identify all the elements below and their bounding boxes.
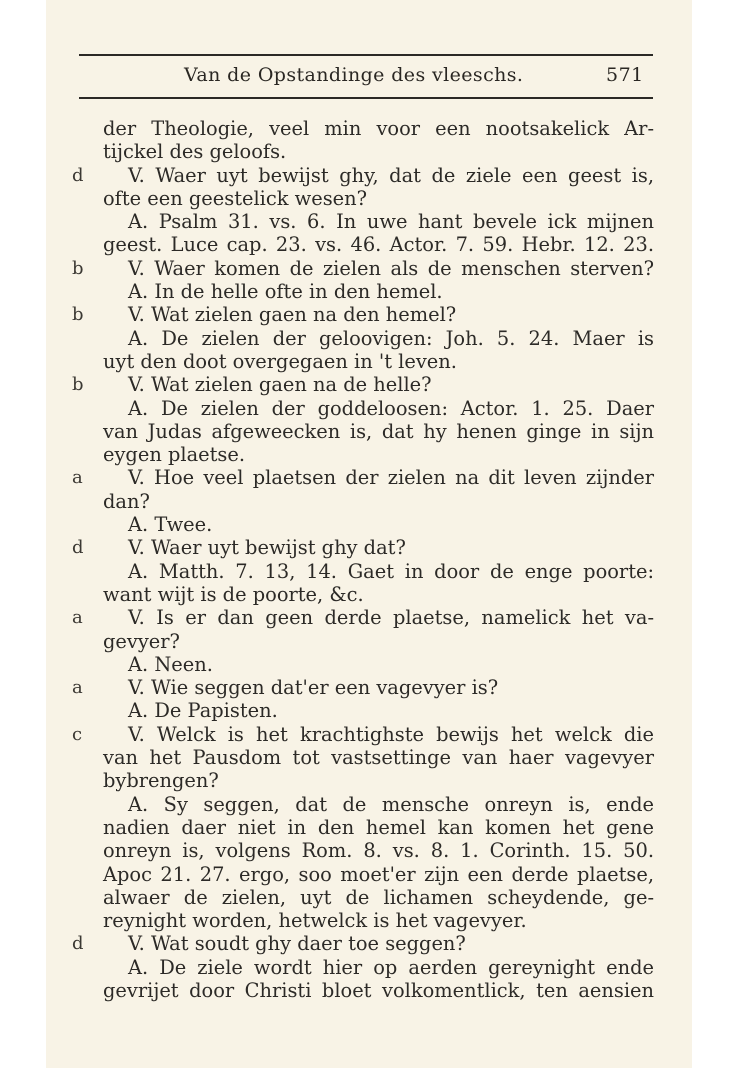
text-line	[46, 606, 692, 629]
text-line	[46, 932, 692, 955]
line-text: der Theologie, veel min voor een nootsakelick Ar-	[103, 117, 654, 140]
text-line	[46, 863, 692, 886]
text-line	[46, 397, 692, 420]
text-line	[46, 630, 692, 653]
text-line	[46, 327, 692, 350]
line-text: A. Psalm 31. vs. 6. In uwe hant bevele ick mijnen	[128, 210, 654, 234]
text-line	[46, 117, 692, 140]
line-text: ofte een geestelick wesen?	[103, 186, 368, 210]
text-line	[46, 210, 692, 233]
text-line	[46, 303, 692, 326]
text-line	[46, 466, 692, 489]
line-text: van Judas afgeweecken is, dat hy henen ginge in sijn	[103, 419, 654, 443]
text-line	[46, 233, 692, 256]
line-text: gevyer?	[103, 629, 180, 653]
header-bottom-rule	[79, 97, 653, 99]
line-text: want wijt is de poorte, &c.	[103, 582, 364, 606]
page-header	[46, 64, 692, 90]
line-text: gevrijet door Christi bloet volkomentlick, ten aensien	[103, 978, 654, 1002]
running-title: Van de Opstandinge des vleeschs.	[184, 64, 524, 86]
line-text: van het Pausdom tot vastsettinge van haer vagevyer	[103, 746, 654, 770]
text-line	[46, 187, 692, 210]
text-line	[46, 676, 692, 699]
page-number: 571	[606, 64, 644, 86]
line-text: uyt den doot overgegaen in 't leven.	[103, 349, 457, 373]
text-line	[46, 746, 692, 769]
margin-marker: d	[72, 537, 84, 559]
margin-marker: b	[72, 304, 84, 326]
line-text: V. Hoe veel plaetsen der zielen na dit leven zijnder	[128, 466, 654, 490]
text-line	[46, 979, 692, 1002]
margin-marker: d	[72, 164, 84, 186]
text-line	[46, 373, 692, 396]
line-text: V. Waer uyt bewijst ghy dat?	[128, 536, 406, 560]
line-text: V. Wat zielen gaen na de helle?	[128, 373, 432, 397]
line-text: alwaer de zielen, uyt de lichamen scheydende, ge-	[103, 885, 654, 909]
margin-marker: a	[72, 467, 83, 489]
line-text: reynight worden, hetwelck is het vagevyer.	[103, 909, 527, 933]
line-text: V. Wat zielen gaen na den hemel?	[128, 303, 457, 327]
text-line	[46, 164, 692, 187]
line-text: A. Neen.	[128, 652, 213, 676]
text-line	[46, 816, 692, 839]
line-text: V. Is er dan geen derde plaetse, namelick het va-	[128, 606, 654, 630]
text-line	[46, 443, 692, 466]
line-text: eygen plaetse.	[103, 443, 246, 467]
line-text: A. De ziele wordt hier op aerden gereynight ende	[128, 955, 654, 979]
margin-marker: b	[72, 374, 84, 396]
text-line	[46, 420, 692, 443]
line-text: tijckel des geloofs.	[103, 140, 287, 164]
text-line	[46, 280, 692, 303]
text-line	[46, 513, 692, 536]
line-text: V. Waer komen de zielen als de menschen sterven?	[128, 256, 654, 280]
line-text: A. In de helle ofte in den hemel.	[128, 280, 443, 304]
line-text: dan?	[103, 489, 150, 513]
text-line	[46, 793, 692, 816]
text-line	[46, 490, 692, 513]
line-text: geest. Luce cap. 23. vs. 46. Actor. 7. 59. Hebr. 12. 23.	[103, 233, 654, 257]
margin-marker: a	[72, 677, 83, 699]
text-line	[46, 583, 692, 606]
text-line	[46, 723, 692, 746]
book-page	[46, 0, 692, 1068]
text-line	[46, 257, 692, 280]
header-top-rule	[79, 54, 653, 56]
text-line	[46, 560, 692, 583]
line-text: A. Twee.	[128, 513, 213, 537]
text-line	[46, 699, 692, 722]
line-text: Apoc 21. 27. ergo, soo moet'er zijn een derde plaetse,	[103, 862, 654, 886]
margin-marker: b	[72, 257, 84, 279]
line-text: A. Sy seggen, dat de mensche onreyn is, ende	[128, 792, 654, 816]
line-text: A. De zielen der geloovigen: Joh. 5. 24. Maer is	[128, 326, 654, 350]
line-text: A. De zielen der goddeloosen: Actor. 1. 25. Daer	[128, 396, 654, 420]
text-line	[46, 956, 692, 979]
line-text: V. Welck is het krachtighste bewijs het welck die	[128, 722, 654, 746]
line-text: V. Wat soudt ghy daer toe seggen?	[128, 932, 466, 956]
text-line	[46, 909, 692, 932]
text-line	[46, 140, 692, 163]
line-text: V. Waer uyt bewijst ghy, dat de ziele een geest is,	[128, 163, 654, 187]
text-line	[46, 350, 692, 373]
page-body	[46, 117, 692, 1002]
line-text: A. De Papisten.	[128, 699, 278, 723]
margin-marker: a	[72, 607, 83, 629]
line-text: V. Wie seggen dat'er een vagevyer is?	[128, 676, 499, 700]
text-line	[46, 886, 692, 909]
margin-marker: d	[72, 933, 84, 955]
margin-marker: c	[72, 723, 83, 745]
line-text: onreyn is, volgens Rom. 8. vs. 8. 1. Corinth. 15. 50.	[103, 839, 654, 863]
text-line	[46, 536, 692, 559]
text-line	[46, 769, 692, 792]
text-line	[46, 653, 692, 676]
line-text: nadien daer niet in den hemel kan komen het gene	[103, 815, 654, 839]
text-line	[46, 839, 692, 862]
line-text: A. Matth. 7. 13, 14. Gaet in door de enge poorte:	[128, 559, 654, 583]
line-text: bybrengen?	[103, 769, 219, 793]
